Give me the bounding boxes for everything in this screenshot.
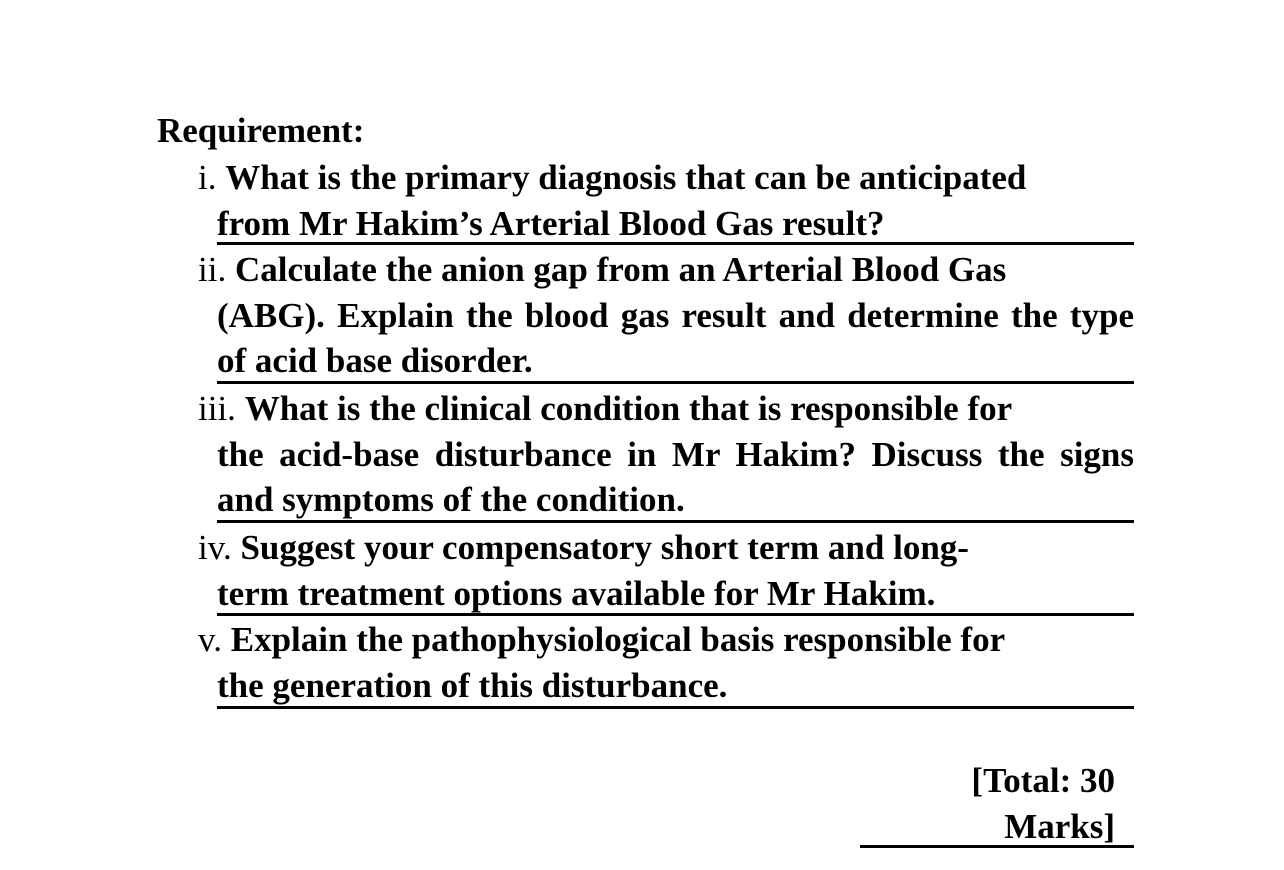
answer-line: [217, 520, 1134, 523]
question-text-rest: the generation of this disturbance.: [217, 665, 728, 705]
requirement-heading: Requirement:: [157, 111, 365, 150]
question-text-line1: What is the clinical condition that is responsible for: [244, 389, 1013, 428]
question-item: [198, 386, 1134, 523]
question-item: [198, 247, 1134, 384]
question-numeral: ii.: [198, 250, 227, 289]
question-numeral: iii.: [198, 389, 236, 428]
question-text-rest: (ABG). Explain the blood gas result and determine the type of acid base disorder.: [217, 295, 1134, 380]
question-item: [198, 155, 1134, 246]
question-numeral: iv.: [198, 528, 232, 567]
question-item: [198, 617, 1134, 708]
question-numeral: i.: [198, 158, 217, 197]
question-numeral: v.: [198, 620, 222, 659]
question-item: [198, 525, 1134, 616]
answer-line: [217, 381, 1134, 384]
answer-line: [217, 613, 1134, 616]
question-text-rest: from Mr Hakim’s Arterial Blood Gas result?: [217, 203, 885, 243]
question-text-line1: What is the primary diagnosis that can be anticipated: [225, 158, 1027, 197]
question-text-rest: the acid-base disturbance in Mr Hakim? Discuss the signs and symptoms of the condition.: [217, 434, 1134, 519]
answer-line: [217, 706, 1134, 709]
question-text-line1: Calculate the anion gap from an Arterial Blood Gas: [234, 250, 1007, 289]
question-text-line1: Explain the pathophysiological basis responsible for: [230, 620, 1006, 659]
question-text-rest: term treatment options available for Mr Hakim.: [217, 573, 936, 613]
total-underline: [860, 845, 1134, 848]
question-text-line1: Suggest your compensatory short term and long-: [240, 528, 969, 567]
answer-line: [217, 242, 1134, 245]
total-marks: [Total: 30 Marks]: [971, 761, 1115, 846]
